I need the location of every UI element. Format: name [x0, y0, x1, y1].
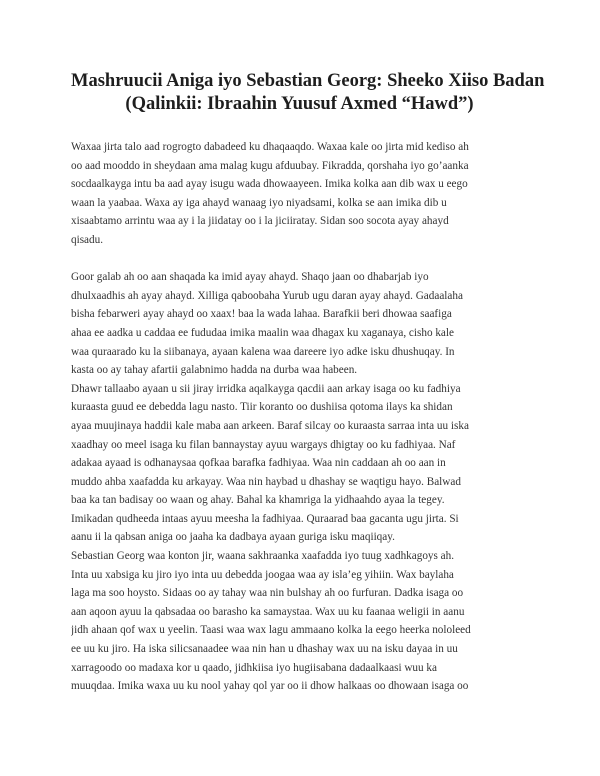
text-line: Dhawr tallaabo ayaan u sii jiray irridka aqalkayga qacdii aan arkay isaga oo ku fadhiya [71, 382, 461, 395]
paragraph [71, 547, 528, 696]
text-line: waan la yaabaa. Waxa ay iga ahayd wanaag iyo niyadsami, kolka se aan imika dib u [71, 196, 447, 209]
paragraph [71, 268, 528, 380]
text-line: muuqdaa. Imika waxa uu ku nool yahay qol yar oo ii dhow halkaas oo dhowaan isaga oo [71, 680, 469, 693]
document-title [71, 70, 545, 116]
text-line: jidh ahaan qof wax u yeelin. Taasi waa wax lagu ammaano kolka la eego heerka nololeed [71, 624, 471, 637]
text-line: Imikadan qudheeda intaas ayuu meesha la fadhiyaa. Quraarad baa gacanta ugu jirta. Si [71, 512, 459, 525]
title-line: (Qalinkii: Ibraahin Yuusuf Axmed “Hawd”) [125, 94, 474, 114]
text-line: ayaa muujinaya haddii kale maba aan arkeen. Baraf silcay oo kuraasta sarraa inta uu iska [71, 419, 469, 432]
text-line: Sebastian Georg waa konton jir, waana sakhraanka xaafadda iyo tuug xadhkagoys ah. [71, 550, 455, 563]
paragraph [71, 380, 528, 547]
text-line: aanu ii la qabsan aniga oo jaaha ka dadbaya ayaan guriga isku maqiiqay. [71, 531, 395, 544]
text-line: waa quraarado ku la siibanaya, ayaan kalena waa dareere iyo adke isku dhushuqay. In [71, 345, 455, 358]
text-line: bisha febarweri ayay ahayd oo xaax! baa la wada lahaa. Barafkii beri dhowaa saafiga [71, 308, 452, 321]
text-line: oo aad mooddo in sheydaan ama malag kugu afduubay. Fikradda, qorshaha iyo go’aanka [71, 159, 469, 172]
text-line: socdaalkayga intu ba aad ayay isugu wada dhowaayeen. Imika kolka aan dib wax u eego [71, 178, 468, 191]
paragraph [71, 138, 528, 250]
text-line: dhulxaadhis ah ayay ahayd. Xilliga qaboobaha Yurub ugu daran ayay ahayd. Gadaalaha [71, 289, 463, 302]
text-line: kuraasta guud ee debedda lagu nasto. Tiir koranto oo dushiisa qotoma ilays ka shidan [71, 401, 453, 414]
text-line: xarragoodo oo madaxa kor u qaado, jidhkiisa iyo hugiisabana dadaalkaasi wuu ka [71, 661, 437, 674]
text-line: kasta oo ay tahay afartii galabnimo hadda na durba waa habeen. [71, 364, 358, 377]
text-line: ahaa ee aadka u caddaa ee fududaa imika maalin waa dhagax ku xaganaya, cisho kale [71, 326, 454, 339]
text-line: muddo ahba xaafadda ku arkayay. Waa nin haybad u dhashay se waqtigu hayo. Balwad [71, 475, 461, 488]
text-line: aan aqoon ayuu la qabsadaa oo barasho ka samaystaa. Wax uu ku faanaa weligii in aanu [71, 605, 465, 618]
title-line: Mashruucii Aniga iyo Sebastian Georg: Sheeko Xiiso Badan [71, 71, 545, 91]
text-line: Waxaa jirta talo aad rogrogto dabadeed ku dhaqaaqdo. Waxaa kale oo jirta mid kediso ah [71, 141, 469, 153]
text-line: Inta uu xabsiga ku jiro iyo inta uu debedda joogaa waa ay isla’eg yihiin. Wax baylaha [71, 568, 454, 581]
text-line: baa ka tan badisay oo waan og ahay. Bahal ka khamriga la yidhaahdo ayaa la tegey. [71, 494, 445, 507]
text-line: Goor galab ah oo aan shaqada ka imid ayay ahayd. Shaqo jaan oo dhabarjab iyo [71, 271, 429, 284]
text-line: laga ma soo hoysto. Sidaas oo ay tahay waa nin bulshay ah oo furfuran. Dadka isaga oo [71, 587, 464, 600]
text-line: xisaabtamo arrintu waa ay i la jiidatay oo i la jiciiratay. Sidan soo socota ayay ahayd [71, 215, 449, 228]
text-line: adakaa ayaad is odhanaysaa qofkaa barafka fadhiyaa. Waa nin caddaan ah oo aan in [71, 457, 446, 470]
text-line: ee uu ku jiro. Ha iska silicsanaadee waa nin han u dhashay wax uu na isku dayaa in uu [71, 643, 458, 656]
text-line: xaadhay oo meel isaga ku filan bannaystay ayuu wargays dhigtay oo ku fadhiyaa. Naf [71, 438, 456, 451]
text-line: qisadu. [71, 233, 104, 246]
document-body [71, 138, 528, 696]
